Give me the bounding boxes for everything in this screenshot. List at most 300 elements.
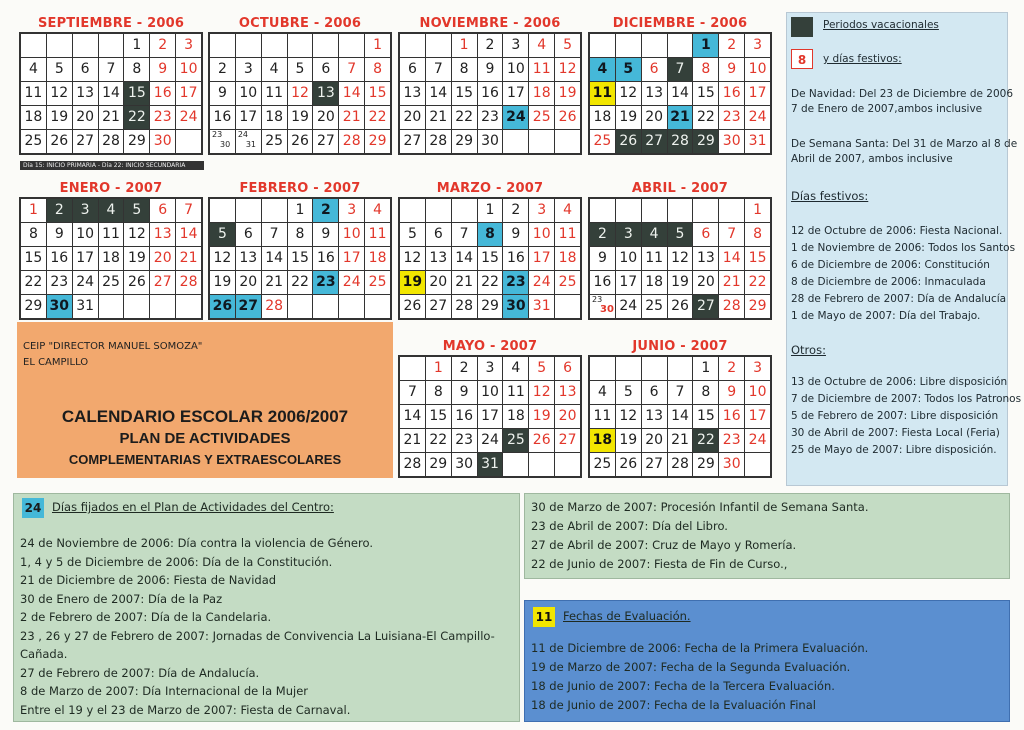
day-cell: 8 [452, 58, 477, 81]
day-cell: 20 [313, 106, 338, 129]
day-cell: 14 [452, 247, 477, 270]
activities-box-continued [524, 493, 1010, 579]
day-cell: 11 [21, 82, 46, 105]
day-cell: 29 [365, 130, 390, 153]
list-item: 2 de Febrero de 2007: Día de la Candelaria. [20, 610, 272, 624]
day-cell: 28 [426, 130, 451, 153]
day-cell: 24 [73, 271, 98, 294]
month-grid [588, 32, 772, 155]
day-cell: 7 [400, 381, 425, 404]
day-cell: 7 [176, 199, 201, 222]
day-cell: 29 [426, 453, 451, 476]
day-cell: 17 [503, 82, 528, 105]
day-cell: 10 [503, 58, 528, 81]
day-cell: 23 [503, 271, 528, 294]
day-cell: 17 [339, 247, 364, 270]
day-cell [288, 295, 313, 318]
day-cell: 4 [262, 58, 287, 81]
day-cell: 11 [642, 247, 667, 270]
list-item: Entre el 19 y el 23 de Marzo de 2007: Fiesta de Carnaval. [20, 702, 351, 717]
day-cell: 31 [478, 453, 503, 476]
day-cell: 13 [313, 82, 338, 105]
day-cell: 25 [99, 271, 124, 294]
day-cell: 11 [529, 58, 554, 81]
september-note: Día 15: INICIO PRIMARIA - Día 22: INICIO SECUNDARIA [20, 161, 204, 170]
day-cell: 3 [176, 34, 201, 57]
day-cell: 24 [745, 106, 770, 129]
day-cell: 1 [21, 199, 46, 222]
day-cell: 18 [590, 106, 615, 129]
day-cell: 6 [313, 58, 338, 81]
day-cell: 16 [503, 247, 528, 270]
day-cell: 18 [590, 429, 615, 452]
day-cell: 7 [452, 223, 477, 246]
day-cell: 26 [616, 130, 641, 153]
holidays-panel [786, 12, 1022, 486]
day-cell: 12 [555, 58, 580, 81]
day-cell [590, 357, 615, 380]
day-cell: 27 [426, 295, 451, 318]
day-cell: 18 [365, 247, 390, 270]
day-cell: 12 [288, 82, 313, 105]
day-cell [400, 357, 425, 380]
day-cell: 11 [262, 82, 287, 105]
day-cell: 1 [478, 199, 503, 222]
day-cell: 13 [642, 82, 667, 105]
day-cell [503, 130, 528, 153]
day-cell: 24 [745, 429, 770, 452]
day-cell: 10 [236, 82, 261, 105]
day-cell: 21 [262, 271, 287, 294]
day-cell: 21 [426, 106, 451, 129]
list-item: 1, 4 y 5 de Diciembre de 2006: Día de la Constitución. [20, 554, 333, 569]
day-cell: 12 [47, 82, 72, 105]
day-cell: 3 [236, 58, 261, 81]
day-cell [210, 34, 235, 57]
day-cell [452, 199, 477, 222]
day-cell: 3 [529, 199, 554, 222]
day-cell: 20 [555, 405, 580, 428]
day-cell: 8 [693, 381, 718, 404]
day-cell: 29 [452, 130, 477, 153]
day-cell: 14 [400, 405, 425, 428]
month-grid [19, 32, 203, 155]
day-cell [47, 34, 72, 57]
day-cell: 19 [668, 271, 693, 294]
day-cell [236, 199, 261, 222]
day-cell: 24 [529, 271, 554, 294]
day-cell: 20 [426, 271, 451, 294]
day-cell: 8 [365, 58, 390, 81]
day-cell [400, 199, 425, 222]
day-cell: 13 [426, 247, 451, 270]
day-cell: 25 [642, 295, 667, 318]
day-cell [99, 295, 124, 318]
day-cell: 5 [616, 58, 641, 81]
day-cell [745, 453, 770, 476]
day-cell: 2 [452, 357, 477, 380]
month-grid [398, 197, 582, 320]
day-cell: 19 [210, 271, 235, 294]
list-item: 28 de Febrero de 2007: Día de Andalucía [791, 293, 1007, 305]
month-feb [208, 180, 392, 320]
day-cell: 6 [73, 58, 98, 81]
day-cell: 2 [719, 34, 744, 57]
day-cell: 14 [719, 247, 744, 270]
day-cell: 18 [529, 82, 554, 105]
day-cell: 7 [426, 58, 451, 81]
day-cell: 19 [124, 247, 149, 270]
day-cell [236, 34, 261, 57]
day-cell: 20 [73, 106, 98, 129]
day-cell: 13 [400, 82, 425, 105]
day-cell: 13 [555, 381, 580, 404]
day-cell: 17 [616, 271, 641, 294]
day-cell: 12 [529, 381, 554, 404]
month-title: OCTUBRE - 2006 [238, 16, 362, 31]
day-cell: 4 [590, 58, 615, 81]
day-cell: 8 [426, 381, 451, 404]
day-cell: 4 [642, 223, 667, 246]
day-cell: 26 [124, 271, 149, 294]
day-cell [339, 34, 364, 57]
day-cell: 19 [400, 271, 425, 294]
day-cell: 19 [529, 405, 554, 428]
list-item: 1 de Noviembre de 2006: Todos los Santos [791, 242, 1016, 254]
day-cell: 3 [616, 223, 641, 246]
day-cell [616, 357, 641, 380]
day-cell: 30 [503, 295, 528, 318]
day-cell: 13 [150, 223, 175, 246]
day-cell: 2 [150, 34, 175, 57]
day-cell: 27 [693, 295, 718, 318]
day-cell [693, 199, 718, 222]
list-item: 6 de Diciembre de 2006: Constitución [791, 259, 990, 271]
day-cell: 22 [124, 106, 149, 129]
day-cell: 30 [478, 130, 503, 153]
day-cell: 31 [529, 295, 554, 318]
subtitle-2: COMPLEMENTARIAS Y EXTRAESCOLARES [68, 452, 342, 467]
day-cell: 12 [210, 247, 235, 270]
festivos-heading: Días festivos: [791, 189, 869, 203]
day-cell [503, 453, 528, 476]
day-cell: 3 [73, 199, 98, 222]
list-item: 30 de Marzo de 2007: Procesión Infantil de Semana Santa. [531, 500, 869, 514]
list-item: 30 de Enero de 2007: Día de la Paz [20, 591, 223, 606]
day-cell: 26 [555, 106, 580, 129]
day-cell: 8 [745, 223, 770, 246]
day-cell: 18 [21, 106, 46, 129]
day-cell: 6 [400, 58, 425, 81]
activity-legend-swatch: 24 [22, 498, 44, 518]
day-cell: 25 [555, 271, 580, 294]
day-cell: 27 [555, 429, 580, 452]
day-cell [150, 295, 175, 318]
school-location: EL CAMPILLO [23, 357, 89, 368]
day-cell: 6 [150, 199, 175, 222]
day-cell: 27 [313, 130, 338, 153]
day-cell: 23 [452, 429, 477, 452]
day-cell: 15 [452, 82, 477, 105]
day-cell [529, 453, 554, 476]
day-cell: 21 [339, 106, 364, 129]
day-cell: 3 [478, 357, 503, 380]
day-cell [555, 295, 580, 318]
day-cell: 5 [616, 381, 641, 404]
list-item: Cañada. [20, 647, 68, 661]
day-cell: 1 [124, 34, 149, 57]
day-cell: 30 [719, 130, 744, 153]
day-cell: 4 [503, 357, 528, 380]
day-cell: 20 [150, 247, 175, 270]
day-cell: 10 [339, 223, 364, 246]
day-cell: 23 [47, 271, 72, 294]
day-cell: 1 [452, 34, 477, 57]
month-sep [19, 15, 203, 155]
day-cell [176, 295, 201, 318]
day-cell: 6 [236, 223, 261, 246]
day-cell: 1 [365, 34, 390, 57]
day-cell: 9 [313, 223, 338, 246]
day-cell: 15 [365, 82, 390, 105]
day-cell: 15 [478, 247, 503, 270]
day-cell: 26 [616, 453, 641, 476]
day-cell: 13 [642, 405, 667, 428]
main-title: CALENDARIO ESCOLAR 2006/2007 [61, 407, 349, 426]
day-cell [124, 295, 149, 318]
day-cell: 3 [339, 199, 364, 222]
day-cell [668, 34, 693, 57]
day-cell: 13 [236, 247, 261, 270]
day-cell [210, 199, 235, 222]
day-cell [262, 34, 287, 57]
day-cell: 10 [616, 247, 641, 270]
day-cell [668, 357, 693, 380]
day-cell: 29 [745, 295, 770, 318]
day-cell: 24 [616, 295, 641, 318]
day-cell: 9 [478, 58, 503, 81]
day-cell: 22 [365, 106, 390, 129]
month-grid [588, 197, 772, 320]
month-title: MAYO - 2007 [442, 339, 538, 354]
day-cell: 27 [73, 130, 98, 153]
day-cell: 19 [47, 106, 72, 129]
day-cell: 14 [99, 82, 124, 105]
day-cell [616, 34, 641, 57]
day-cell: 10 [745, 381, 770, 404]
day-cell: 16 [719, 405, 744, 428]
month-title: MARZO - 2007 [436, 181, 544, 196]
day-cell: 11 [590, 82, 615, 105]
day-cell: 23 [313, 271, 338, 294]
day-cell: 24 [503, 106, 528, 129]
day-cell: 23 30 [210, 130, 235, 153]
day-cell: 5 [288, 58, 313, 81]
day-cell: 25 [503, 429, 528, 452]
day-cell: 2 [719, 357, 744, 380]
day-cell [642, 357, 667, 380]
list-item: 27 de Febrero de 2007: Día de Andalucía. [20, 665, 260, 680]
day-cell: 11 [365, 223, 390, 246]
otros-heading: Otros: [791, 343, 826, 357]
month-grid [208, 197, 392, 320]
day-cell: 15 [693, 82, 718, 105]
day-cell: 19 [616, 106, 641, 129]
day-cell [313, 34, 338, 57]
day-cell: 25 [529, 106, 554, 129]
vacation-legend-label: Periodos vacacionales [823, 19, 939, 31]
day-cell: 31 [745, 130, 770, 153]
day-cell [99, 34, 124, 57]
day-cell: 22 [478, 271, 503, 294]
day-cell: 15 [288, 247, 313, 270]
day-cell: 12 [400, 247, 425, 270]
day-cell: 16 [47, 247, 72, 270]
day-cell: 12 [616, 82, 641, 105]
day-cell: 9 [590, 247, 615, 270]
day-cell: 9 [719, 58, 744, 81]
day-cell: 25 [21, 130, 46, 153]
day-cell: 9 [210, 82, 235, 105]
day-cell: 11 [555, 223, 580, 246]
day-cell: 22 [426, 429, 451, 452]
day-cell: 6 [426, 223, 451, 246]
day-cell: 5 [529, 357, 554, 380]
list-item: 21 de Diciembre de 2006: Fiesta de Navidad [20, 573, 277, 587]
day-cell: 26 [529, 429, 554, 452]
month-grid [398, 32, 582, 155]
day-cell: 23 [150, 106, 175, 129]
month-jun [588, 338, 772, 478]
day-cell: 25 [365, 271, 390, 294]
month-title: NOVIEMBRE - 2006 [419, 16, 561, 31]
day-cell: 8 [478, 223, 503, 246]
day-cell: 4 [529, 34, 554, 57]
day-cell: 25 [590, 453, 615, 476]
day-cell: 23 [719, 106, 744, 129]
day-cell: 26 [288, 130, 313, 153]
day-cell: 8 [288, 223, 313, 246]
day-cell: 7 [99, 58, 124, 81]
day-cell: 14 [668, 405, 693, 428]
day-cell: 28 [99, 130, 124, 153]
month-title: ABRIL - 2007 [631, 181, 729, 196]
day-cell: 17 [478, 405, 503, 428]
day-cell: 21 [452, 271, 477, 294]
day-cell: 5 [210, 223, 235, 246]
day-cell: 24 31 [236, 130, 261, 153]
day-cell: 21 [668, 429, 693, 452]
day-cell: 27 [642, 453, 667, 476]
day-cell: 19 [555, 82, 580, 105]
list-item: 11 de Diciembre de 2006: Fecha de la Primera Evaluación. [531, 641, 869, 655]
day-cell: 28 [400, 453, 425, 476]
day-cell: 28 [668, 453, 693, 476]
day-cell: 22 [693, 429, 718, 452]
day-cell: 11 [503, 381, 528, 404]
day-cell: 14 [426, 82, 451, 105]
day-cell: 4 [590, 381, 615, 404]
list-item: 8 de Marzo de 2007: Día Internacional de la Mujer [20, 684, 309, 698]
day-cell [288, 34, 313, 57]
holiday-legend-label: y días festivos: [823, 53, 902, 65]
day-cell: 2 [590, 223, 615, 246]
day-cell: 1 [745, 199, 770, 222]
day-cell: 17 [73, 247, 98, 270]
day-cell: 29 [693, 130, 718, 153]
month-grid [19, 197, 203, 320]
day-cell: 17 [176, 82, 201, 105]
day-cell: 20 [236, 271, 261, 294]
day-cell: 20 [642, 429, 667, 452]
day-cell: 7 [339, 58, 364, 81]
day-cell: 12 [616, 405, 641, 428]
month-abr [588, 180, 772, 320]
day-cell: 2 [47, 199, 72, 222]
list-item: 30 de Abril de 2007: Fiesta Local (Feria) [791, 427, 1000, 439]
day-cell: 3 [745, 357, 770, 380]
evaluation-box [524, 600, 1010, 722]
day-cell: 12 [124, 223, 149, 246]
day-cell: 6 [642, 58, 667, 81]
month-nov [398, 15, 582, 155]
day-cell: 28 [452, 295, 477, 318]
activities-box [13, 493, 520, 722]
day-cell: 17 [745, 82, 770, 105]
month-ene [19, 180, 203, 320]
day-cell: 16 [590, 271, 615, 294]
activities-heading: Días fijados en el Plan de Actividades del Centro: [52, 500, 334, 514]
day-cell: 5 [555, 34, 580, 57]
day-cell: 1 [693, 357, 718, 380]
day-cell: 29 [21, 295, 46, 318]
day-cell [555, 130, 580, 153]
day-cell: 24 [339, 271, 364, 294]
day-cell: 21 [668, 106, 693, 129]
day-cell: 8 [21, 223, 46, 246]
day-cell: 3 [745, 34, 770, 57]
day-cell: 10 [529, 223, 554, 246]
month-oct [208, 15, 392, 155]
month-dic [588, 15, 772, 155]
day-cell [590, 34, 615, 57]
day-cell: 18 [642, 271, 667, 294]
day-cell: 29 [693, 453, 718, 476]
day-cell: 26 [47, 130, 72, 153]
day-cell: 2 [313, 199, 338, 222]
day-cell: 2 [503, 199, 528, 222]
day-cell: 27 [150, 271, 175, 294]
day-cell: 16 [452, 405, 477, 428]
list-item: 24 de Noviembre de 2006: Día contra la violencia de Género. [20, 536, 373, 550]
day-cell: 21 [99, 106, 124, 129]
navidad-line-2: 7 de Enero de 2007,ambos inclusive [791, 103, 983, 115]
day-cell [73, 34, 98, 57]
month-mar [398, 180, 582, 320]
day-cell: 18 [555, 247, 580, 270]
list-item: 12 de Octubre de 2006: Fiesta Nacional. [791, 225, 1003, 237]
day-cell: 28 [668, 130, 693, 153]
day-cell: 15 [745, 247, 770, 270]
title-box [17, 322, 393, 478]
day-cell: 8 [124, 58, 149, 81]
day-cell: 6 [555, 357, 580, 380]
day-cell: 29 [478, 295, 503, 318]
day-cell: 1 [288, 199, 313, 222]
day-cell [339, 295, 364, 318]
day-cell: 28 [176, 271, 201, 294]
day-cell: 20 [400, 106, 425, 129]
